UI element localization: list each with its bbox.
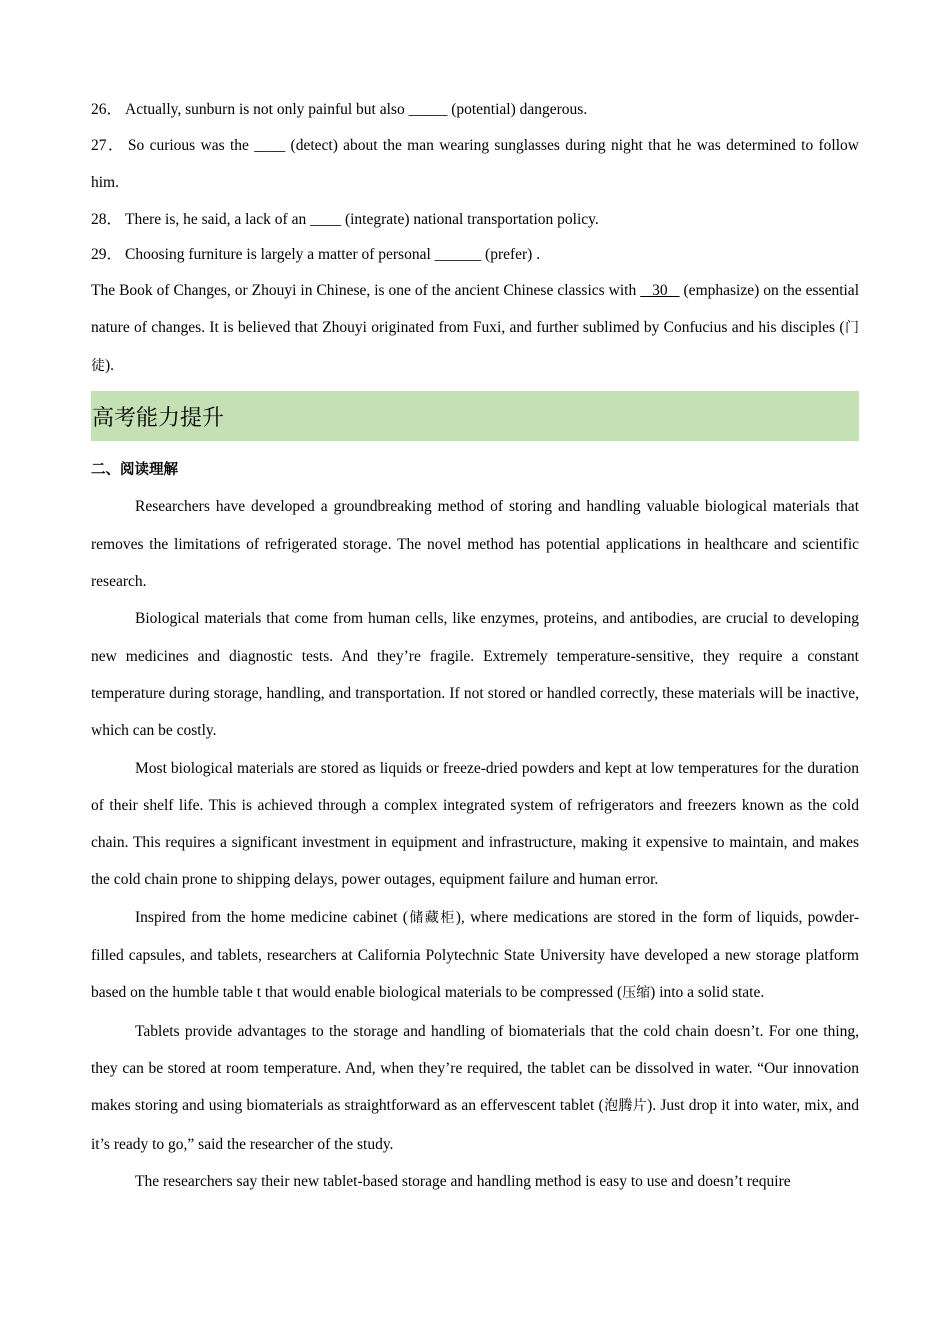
zhouyi-text-before: The Book of Changes, or Zhouyi in Chinese, is one of the ancient Chinese classics with (91, 281, 641, 299)
p5-gloss-effervescent: 泡腾片 (603, 1098, 648, 1115)
question-text: So curious was the ____ (detect) about the man wearing sunglasses during night that he was determined to follow him. (91, 137, 859, 192)
p4-text-a: Inspired from the home medicine cabinet ( (135, 908, 408, 926)
passage-paragraph-5 (91, 1013, 859, 1163)
question-text: Actually, sunburn is not only painful but also _____ (potential) dangerous. (125, 101, 588, 118)
passage-paragraph-4 (91, 899, 859, 1013)
p5-text-b: ). Just drop it into water, mix, and it’s ready to go,” said the researcher of the study. (91, 1097, 859, 1153)
question-27 (91, 127, 859, 202)
section-banner (91, 391, 859, 441)
question-28 (91, 202, 859, 237)
zhouyi-paragraph (91, 272, 859, 386)
question-number: 27． (91, 137, 125, 154)
document-page (91, 92, 859, 1200)
question-text: Choosing furniture is largely a matter of personal ______ (prefer) . (125, 245, 541, 263)
zhouyi-gloss: 门徒 (91, 319, 859, 375)
zhouyi-text-end: ). (105, 357, 115, 375)
question-29 (91, 237, 859, 272)
passage-paragraph-1: Researchers have developed a groundbreaking method of storing and handling valuable biological materials that removes the limitations of refrigerated storage. The novel method has potential applications in healthcare and scientific research. (91, 498, 859, 591)
question-number: 29． (91, 245, 123, 263)
p5-text-a: Tablets provide advantages to the storage and handling of biomaterials that the cold chain doesn’t. For one thing, they can be stored at room temperature. And, when they’re required, the tablet can be dissolved in water. “Our innovation makes storing and using biomaterials as straightforward as an effervescent tablet ( (91, 1022, 859, 1115)
section-heading: 二、阅读理解 (91, 462, 178, 479)
p4-gloss-cabinet: 储藏柜 (407, 909, 456, 926)
question-number: 26． (91, 101, 123, 118)
passage-paragraph-6: The researchers say their new tablet-based storage and handling method is easy to use and doesn’t require (135, 1172, 791, 1190)
passage-paragraph-2: Biological materials that come from human cells, like enzymes, proteins, and antibodies, are crucial to developing new medicines and diagnostic tests. And they’re fragile. Extremely temperature-sensitive, they require a constant temperature during storage, handling, and transportation. If not stored or handled correctly, these materials will be inactive, which can be costly. (91, 610, 859, 740)
passage-paragraph-3: Most biological materials are stored as liquids or freeze-dried powders and kept at low temperatures for the duration of their shelf life. This is achieved through a complex integrated system of refrigerators and freezers known as the cold chain. This requires a significant investment in equipment and infrastructure, making it expensive to maintain, and makes the cold chain prone to shipping delays, power outages, equipment failure and human error. (91, 759, 859, 889)
banner-title: 高考能力提升 (92, 405, 225, 431)
zhouyi-text-after: (emphasize) on the essential nature of changes. It is believed that Zhouyi originated from Fuxi, and further sublimed by Confucius and his disciples ( (91, 281, 859, 336)
blank-30: 30 (640, 281, 680, 299)
p4-text-b: ), where medications are stored in the form of liquids, powder-filled capsules, and tablets, researchers at California Polytechnic State University have developed a new storage platform based on the humble table t that would enable biological materials to be compressed ( (91, 908, 860, 1002)
question-26 (91, 92, 859, 127)
question-number: 28． (91, 210, 123, 228)
p4-text-c: ) into a solid state. (650, 984, 765, 1002)
question-text: There is, he said, a lack of an ____ (integrate) national transportation policy. (125, 210, 599, 228)
p4-gloss-compressed: 压缩 (622, 985, 651, 1002)
